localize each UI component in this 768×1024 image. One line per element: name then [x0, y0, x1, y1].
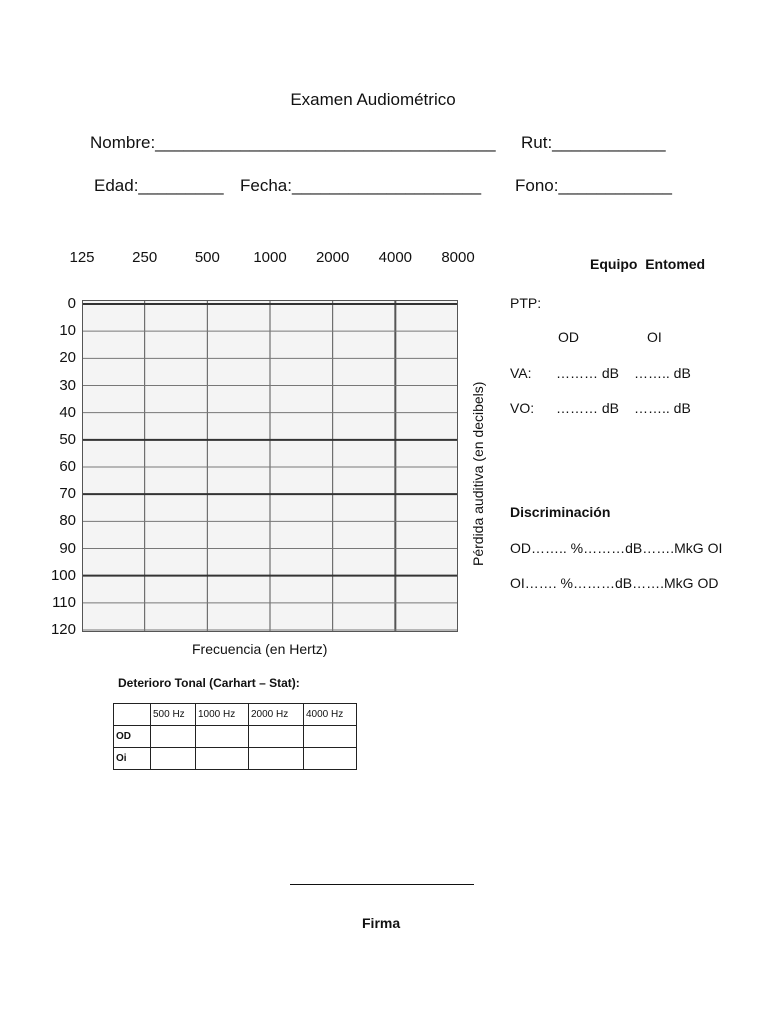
y-tick-label: 0 [67, 295, 76, 312]
signature-line[interactable] [290, 884, 474, 885]
y-axis-label: Pérdida auditiva (en decibels) [470, 381, 486, 566]
equipo-label: Equipo Entomed [590, 256, 706, 272]
y-tick-label: 60 [59, 458, 76, 475]
table-cell[interactable] [151, 748, 196, 770]
header-cell: 2000 Hz [249, 704, 304, 726]
va-od-field[interactable]: ……… dB [556, 365, 620, 381]
table-row [114, 726, 357, 748]
audiogram-svg [82, 300, 458, 632]
x-tick-label: 250 [132, 249, 158, 266]
x-tick-label: 4000 [378, 249, 413, 266]
table-cell[interactable] [304, 726, 357, 748]
deterioro-title: Deterioro Tonal (Carhart – Stat): [118, 676, 300, 690]
table-header-row [114, 704, 357, 726]
discriminacion-label: Discriminación [510, 504, 611, 520]
y-tick-label: 50 [59, 430, 76, 448]
table-cell[interactable] [196, 748, 249, 770]
x-tick-label: 500 [194, 249, 220, 266]
table-row [114, 748, 357, 770]
x-tick-label: 125 [69, 249, 95, 266]
audiogram-grid[interactable] [82, 300, 458, 632]
page-title: Examen Audiométrico [290, 90, 456, 109]
y-tick-label: 80 [59, 512, 76, 530]
y-tick-label: 20 [59, 349, 76, 367]
ptp-label: PTP: [510, 295, 542, 311]
edad-field[interactable]: Edad:_________ [94, 176, 224, 195]
y-tick-label: 110 [52, 593, 76, 611]
header-cell [114, 704, 151, 726]
y-tick-label: 90 [59, 539, 76, 557]
y-tick-label: 10 [59, 322, 76, 340]
va-oi-field[interactable]: …….. dB [634, 365, 691, 381]
fecha-field[interactable]: Fecha:____________________ [240, 176, 482, 195]
deterioro-table [113, 703, 357, 770]
y-tick-label: 30 [59, 376, 76, 394]
x-tick-label: 8000 [441, 249, 475, 266]
disc-oi-field[interactable]: OI……. %………dB…….MkG OD [510, 575, 719, 591]
vo-oi-field[interactable]: …….. dB [634, 400, 691, 416]
x-tick-label: 2000 [315, 249, 350, 266]
fono-field[interactable]: Fono:____________ [515, 176, 672, 195]
row-label-oi: Oi [114, 748, 151, 770]
x-axis-label: Frecuencia (en Hertz) [192, 641, 328, 657]
oi-header: OI [647, 329, 662, 345]
va-label: VA: [510, 365, 532, 381]
table-cell[interactable] [304, 748, 357, 770]
y-tick-label: 100 [50, 566, 76, 584]
y-tick-label: 40 [59, 403, 76, 421]
table-cell[interactable] [249, 748, 304, 770]
table-cell[interactable] [151, 726, 196, 748]
y-tick-label: 120 [50, 621, 76, 638]
vo-label: VO: [510, 400, 535, 416]
header-cell: 1000 Hz [196, 704, 249, 726]
signature-label: Firma [362, 915, 401, 931]
header-cell: 500 Hz [151, 704, 196, 726]
y-tick-label: 70 [59, 485, 76, 503]
table-cell[interactable] [249, 726, 304, 748]
row-label-od: OD [114, 726, 151, 748]
vo-od-field[interactable]: ……… dB [556, 400, 620, 416]
header-cell: 4000 Hz [304, 704, 357, 726]
rut-field[interactable]: Rut:____________ [521, 133, 666, 152]
table-cell[interactable] [196, 726, 249, 748]
x-tick-label: 1000 [253, 249, 287, 266]
od-header: OD [558, 329, 579, 345]
nombre-field[interactable]: Nombre:____________________________________ [90, 133, 496, 152]
disc-od-field[interactable]: OD…….. %………dB…….MkG OI [510, 540, 723, 556]
